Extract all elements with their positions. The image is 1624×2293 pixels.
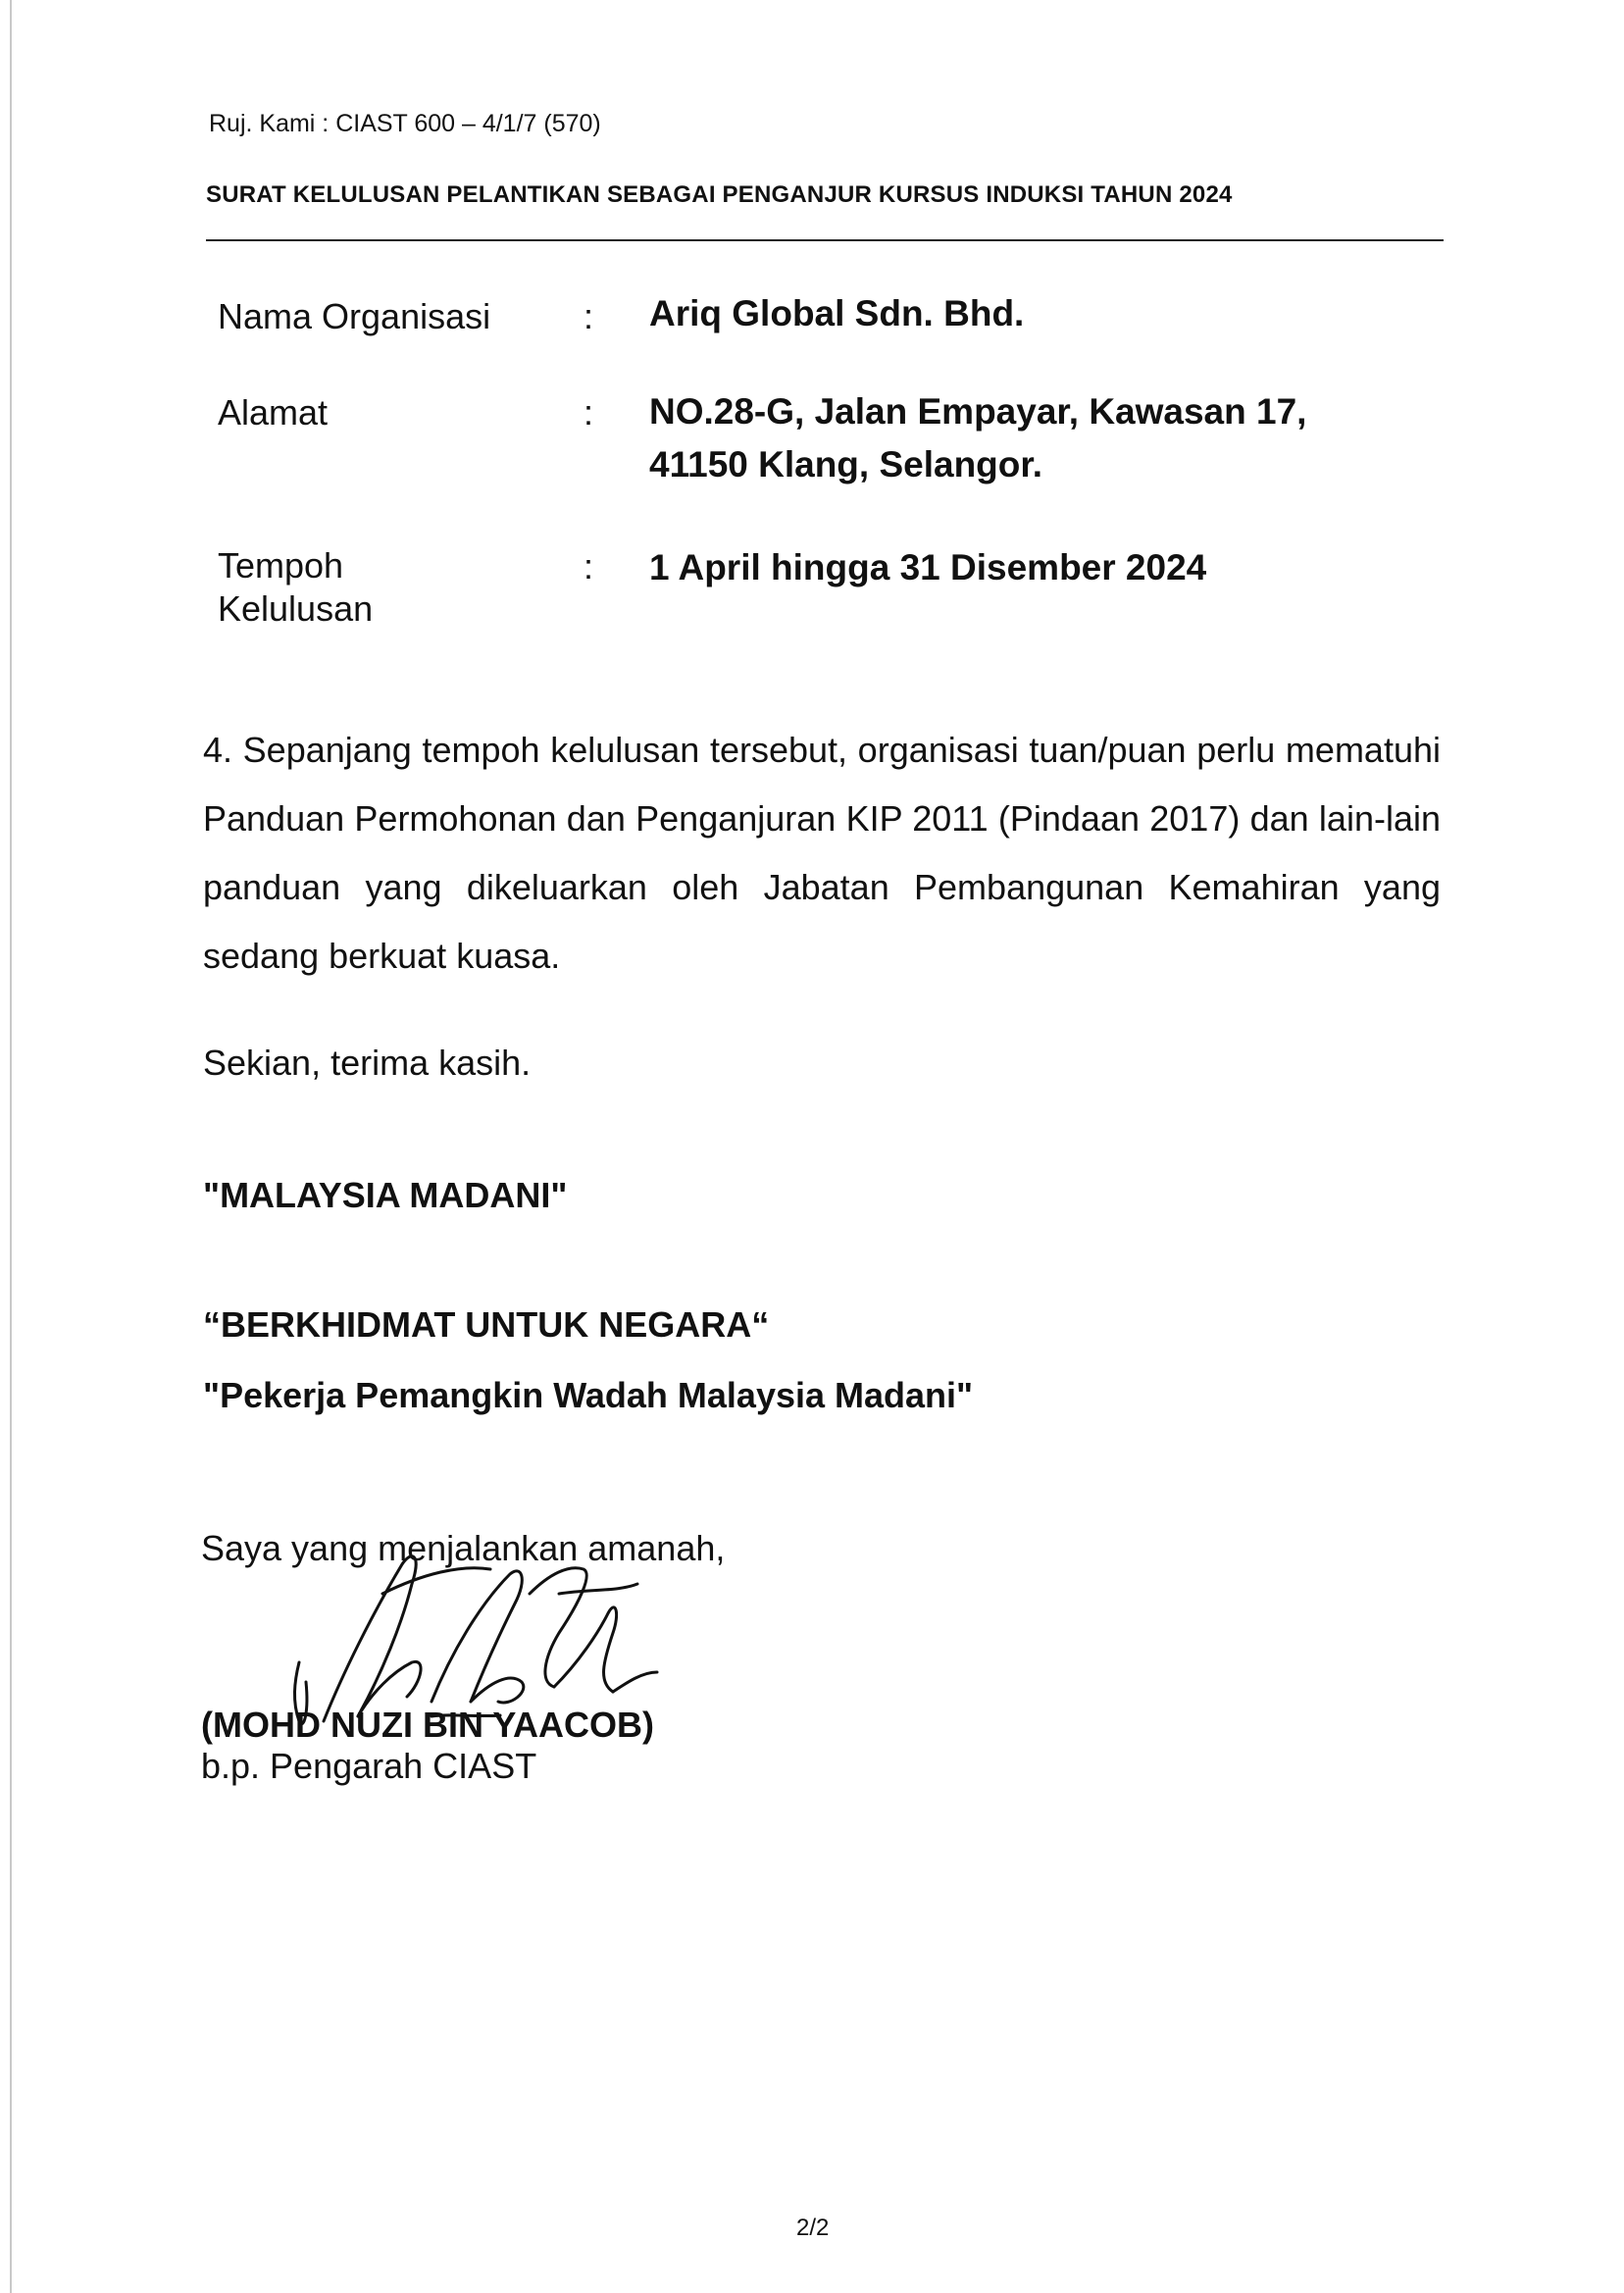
scan-edge-line xyxy=(10,0,12,2293)
letter-subject: SURAT KELULUSAN PELANTIKAN SEBAGAI PENGANJUR KURSUS INDUKSI TAHUN 2024 xyxy=(206,181,1233,208)
page-number: 2/2 xyxy=(796,2215,830,2241)
motto-berkhidmat: “BERKHIDMAT UNTUK NEGARA“ xyxy=(203,1304,770,1345)
motto-pekerja: "Pekerja Pemangkin Wadah Malaysia Madani" xyxy=(203,1375,974,1415)
org-value: Ariq Global Sdn. Bhd. xyxy=(649,293,1025,333)
period-label xyxy=(218,544,551,631)
subject-divider xyxy=(206,239,1444,241)
address-line-1: NO.28-G, Jalan Empayar, Kawasan 17, xyxy=(649,391,1307,432)
signer-name: (MOHD NUZI BIN YAACOB) xyxy=(201,1705,655,1745)
paragraph-4: 4. Sepanjang tempoh kelulusan tersebut, organisasi tuan/puan perlu mematuhi Panduan Permohonan dan Penganjuran KIP 2011 (Pindaan 2017) dan lain-lain panduan yang dikeluarkan oleh Jabatan Pembangunan Kemahiran yang sedang berkuat kuasa. xyxy=(203,730,1441,976)
period-colon: : xyxy=(584,546,594,586)
period-label-line-1: Tempoh xyxy=(218,545,344,586)
reference-number: Ruj. Kami : CIAST 600 – 4/1/7 (570) xyxy=(209,110,601,137)
address-colon: : xyxy=(584,392,594,433)
closing-remark: Sekian, terima kasih. xyxy=(203,1043,532,1083)
motto-malaysia-madani: "MALAYSIA MADANI" xyxy=(203,1175,568,1215)
org-colon: : xyxy=(584,296,594,336)
sign-off-line: Saya yang menjalankan amanah, xyxy=(201,1528,726,1568)
address-label: Alamat xyxy=(218,392,329,433)
period-label-line-2: Kelulusan xyxy=(218,588,374,629)
address-line-2: 41150 Klang, Selangor. xyxy=(649,444,1043,484)
period-value: 1 April hingga 31 Disember 2024 xyxy=(649,547,1207,587)
org-label: Nama Organisasi xyxy=(218,296,491,336)
signer-designation: b.p. Pengarah CIAST xyxy=(201,1746,537,1786)
